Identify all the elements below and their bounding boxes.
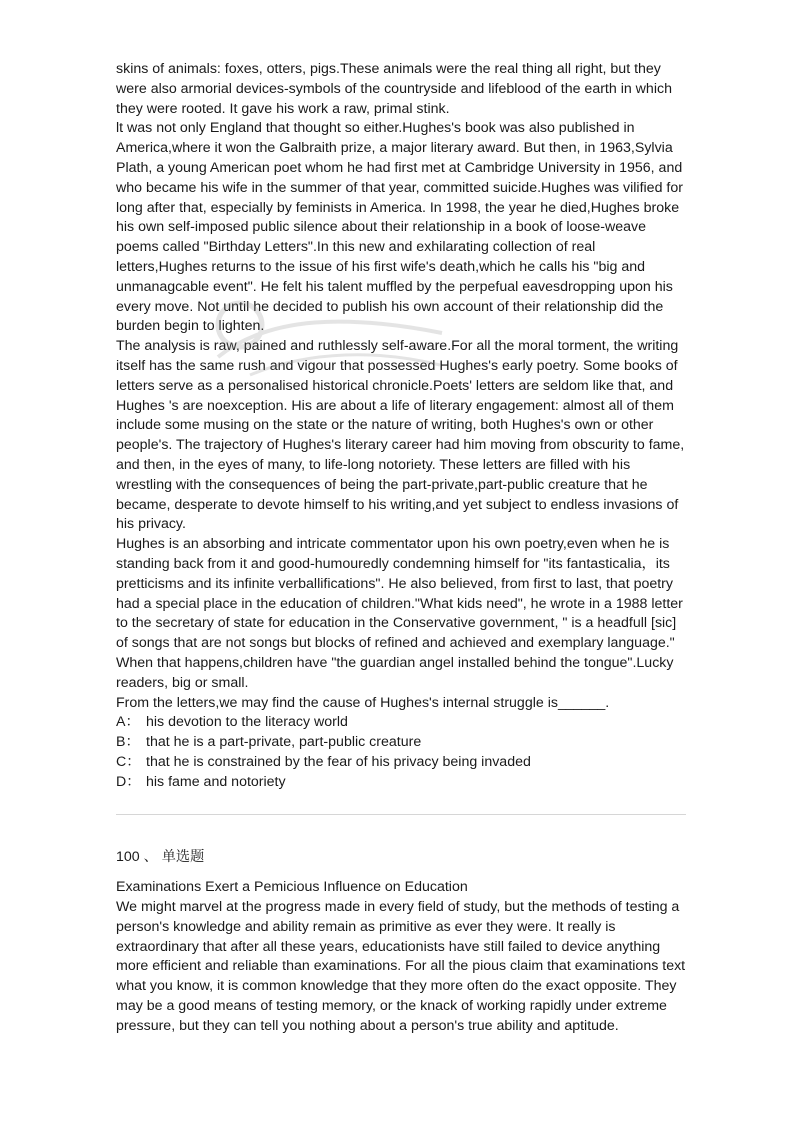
- answer-options: [116, 713, 686, 792]
- option-a[interactable]: [116, 713, 686, 733]
- option-d-text: his fame and notoriety: [146, 773, 286, 790]
- option-d[interactable]: [116, 773, 686, 793]
- option-c-letter: C：: [116, 753, 141, 770]
- passage-paragraph-2: lt was not only England that thought so either.Hughes's book was also published in America,where it won the Galbraith prize, a major literary award. But then, in 1963,Sylvia Plath, a young American poet whom he had first met at Cambridge University in 1956, and who became his wife in the summer of that year, committed suicide.Hughes was vilified for long after that, especially by feminists in America. In 1998, the year he died,Hughes broke his own self-imposed public silence about their relationship in a book of loose-weave poems called "Birthday Letters".In this new and exhilarating collection of real letters,Hughes returns to the issue of his first wife's death,which he calls his "big and unmanagcable event". He felt his talent muffled by the perpefual eavesdropping upon his every move. Not until he decided to publish his own account of their relationship did the burden begin to lighten.: [116, 120, 683, 335]
- option-a-text: his devotion to the literacy world: [146, 714, 348, 731]
- option-b[interactable]: [116, 733, 686, 753]
- option-a-letter: A：: [116, 714, 140, 731]
- passage-paragraph-3: The analysis is raw, pained and ruthlessly self-aware.For all the moral torment, the writing itself has the same rush and vigour that possessed Hughes's early poetry. Some books of letters serve as a personalised historical chronicle.Poets' letters are seldom like that, and Hughes 's are noexception. His are about a life of literary engagement: almost all of them include some musing on the state or the nature of writing, both Hughes's own or other people's. The trajectory of Hughes's literary career had him moving from obscurity to fame, and then, in the eyes of many, to life-long notoriety. These letters are filled with his wrestling with the consequences of being the part-private,part-public creature that he became, desperate to devote himself to his writing,and yet subject to endless invasions of his privacy.: [116, 338, 685, 533]
- option-d-letter: D：: [116, 773, 141, 790]
- option-b-text: that he is a part-private, part-public creature: [146, 734, 422, 751]
- option-c[interactable]: [116, 753, 686, 773]
- passage-body: We might marvel at the progress made in every field of study, but the methods of testing a person's knowledge and ability remain as primitive as ever they were. It really is extraordinary that after all these years, educationists have still failed to device anything more efficient and reliable than examinations. For all the pious claim that examinations text what you know, it is common knowledge that they more often do the exact opposite. They may be a good means of testing memory, or the knack of working rapidly under extreme pressure, but they can tell you nothing about a person's true ability and aptitude.: [116, 899, 686, 1034]
- question-stem: From the letters,we may find the cause of Hughes's internal struggle is______.: [116, 694, 610, 711]
- passage-title: Examinations Exert a Pemicious Influence on Education: [116, 879, 468, 896]
- option-c-text: that he is constrained by the fear of his privacy being invaded: [146, 753, 531, 770]
- document-page: [116, 60, 686, 1037]
- question-number-header: 100 、 单选题: [116, 849, 205, 866]
- passage-paragraph-1: skins of animals: foxes, otters, pigs.These animals were the real thing all right, but they were also armorial devices-symbols of the countryside and lifeblood of the earth in which they were rooted. It gave his work a raw, primal stink.: [116, 61, 672, 117]
- section-divider: [116, 814, 686, 815]
- option-b-letter: B：: [116, 734, 140, 751]
- passage-paragraph-4: Hughes is an absorbing and intricate commentator upon his own poetry,even when he is standing back from it and good-humouredly condemning himself for "its fantasticalia，its pretticisms and its infinite verballifications". He also believed, from first to last, that poetry had a special place in the education of children."What kids need", he wrote in a 1988 letter to the secretary of state for education in the Conservative government, " is a headfull [sic] of songs that are not songs but blocks of refined and achieved and exemplary language." When that happens,children have "the guardian angel installed behind the tongue".Lucky readers, big or small.: [116, 536, 683, 691]
